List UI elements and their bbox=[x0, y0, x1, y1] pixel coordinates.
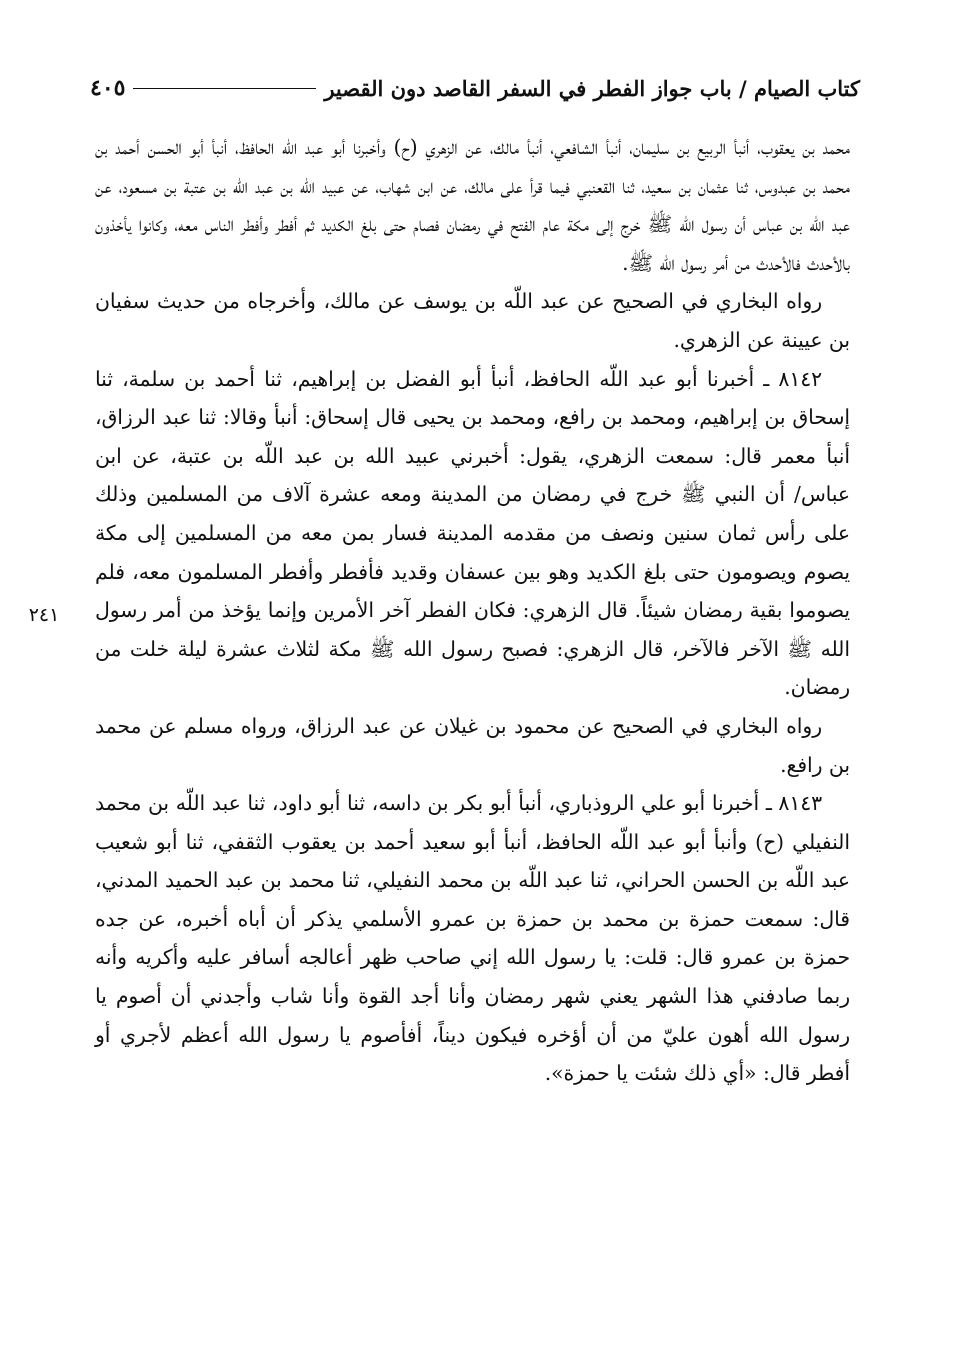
paragraph-hadith-8143: ٨١٤٣ ـ أخبرنا أبو علي الروذباري، أنبأ أبو بكر بن داسه، ثنا أبو داود، ثنا عبد اللّه بن محمد النفيلي (ح) وأنبأ أبو عبد اللّه الحافظ، أنبأ أبو سعيد أحمد بن يعقوب الثقفي، ثنا أبو شعيب عبد اللّه بن الحسن الحراني، ثنا عبد اللّه بن محمد النفيلي، ثنا محمد بن عبد الحميد المدني، قال: سمعت حمزة بن محمد بن حمزة بن عمرو الأسلمي يذكر أن أباه أخبره، عن جده حمزة بن عمرو قال: قلت: يا رسول الله إني صاحب ظهر أعالجه أسافر عليه وأكريه وأنه ربما صادفني هذا الشهر يعني شهر رمضان وأنا أجد القوة وأنا شاب وأجدني أن أصوم يا رسول الله أهون عليّ من أن أؤخره فيكون ديناً، أفأصوم يا رسول الله أعظم لأجري أو أفطر قال: «أي ذلك شئت يا حمزة». bbox=[95, 791, 850, 1086]
page-number: ٤٠٥ bbox=[90, 75, 126, 101]
paragraph-takhrij-2: رواه البخاري في الصحيح عن محمود بن غيلان عن عبد الرزاق، ورواه مسلم عن محمد بن رافع. bbox=[95, 713, 850, 777]
chapter-title: كتاب الصيام / باب جواز الفطر في السفر القاصد دون القصير bbox=[324, 75, 860, 101]
paragraph-takhrij-1: رواه البخاري في الصحيح عن عبد اللّه بن يوسف عن مالك، وأخرجاه من حديث سفيان بن عيينة عن الزهري. bbox=[95, 289, 850, 352]
margin-note: ٢٤١ bbox=[28, 604, 60, 626]
page-body bbox=[95, 128, 850, 1093]
running-header bbox=[90, 66, 860, 110]
paragraph-isnad-continuation: محمد بن يعقوب، أنبأ الربيع بن سليمان، أنبأ الشافعي، أنبأ مالك، عن الزهري (ح) وأخبرنا أبو عبد اللّه الحافظ، أنبأ أبو الحسن أحمد بن محمد بن عبدوس، ثنا عثمان بن سعيد، ثنا القعنبي فيما قرأ على مالك، عن ابن شهاب، عن عبيد الله بن عبد اللّه بن عتبة بن مسعود، عن عبد اللّه بن عباس أن رسول الله ﷺ خرج إلى مكة عام الفتح في رمضان فصام حتى بلغ الكديد ثم أفطر وأفطر الناس معه، وكانوا يأخذون بالأحدث فالأحدث من أمر رسول الله ﷺ. bbox=[95, 135, 850, 275]
paragraph-hadith-8142: ٨١٤٢ ـ أخبرنا أبو عبد اللّه الحافظ، أنبأ أبو الفضل بن إبراهيم، ثنا أحمد بن سلمة، ثنا إسحاق بن إبراهيم، ومحمد بن رافع، ومحمد بن يحيى قال إسحاق: أنبأ وقالا: ثنا عبد الرزاق، أنبأ معمر قال: سمعت الزهري، يقول: أخبرني عبيد الله بن عبد اللّه بن عتبة، عن ابن عباس/ أن النبي ﷺ خرج في رمضان من المدينة ومعه عشرة آلاف من المسلمين وذلك على رأس ثمان سنين ونصف من مقدمه المدينة فسار بمن معه من المسلمين إلى مكة يصوم ويصومون حتى بلغ الكديد وهو بين عسفان وقديد فأفطر وأفطر المسلمون معه، فلم يصوموا بقية رمضان شيئاً. قال الزهري: فكان الفطر آخر الأمرين وإنما يؤخذ من أمر رسول الله ﷺ الآخر فالآخر، قال الزهري: فصبح رسول الله ﷺ مكة لثلاث عشرة ليلة خلت من رمضان. bbox=[95, 366, 850, 700]
header-rule bbox=[133, 88, 316, 89]
